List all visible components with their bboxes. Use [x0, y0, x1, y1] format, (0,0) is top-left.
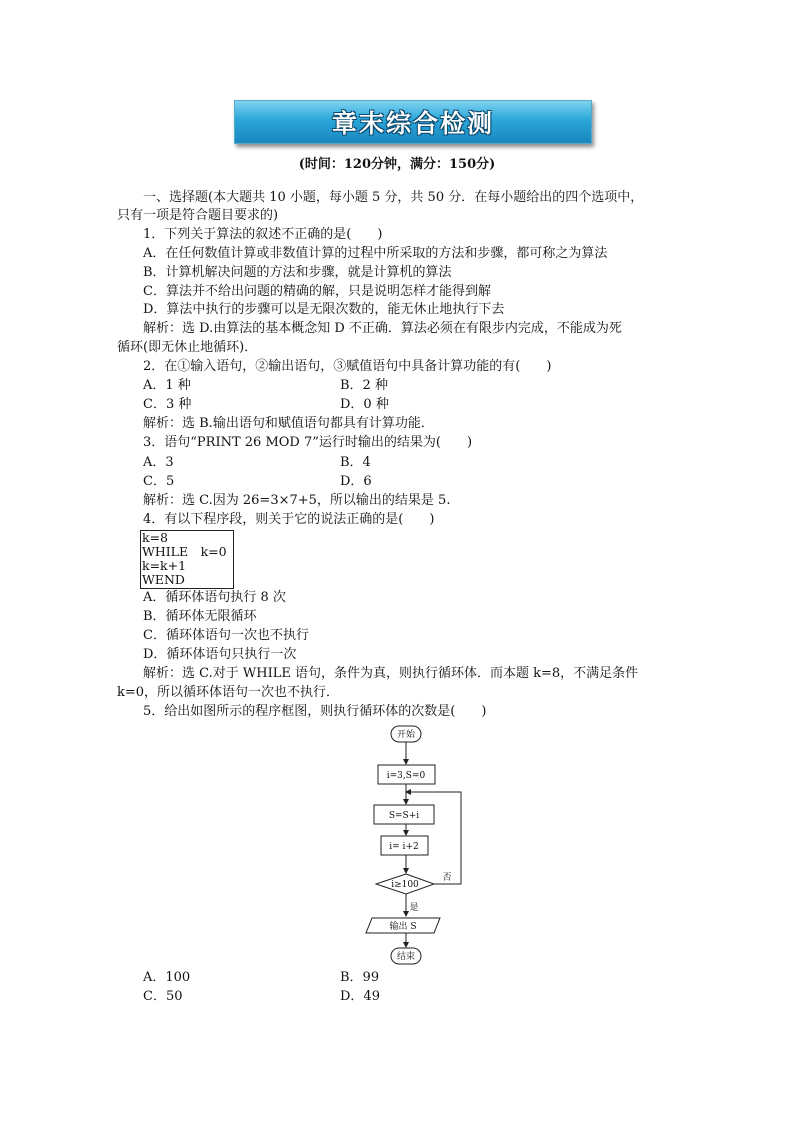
q2-option-a: A．1 种 — [143, 378, 191, 393]
q4-option-d: D．循环体语句只执行一次 — [143, 647, 297, 662]
flow-yes-label: 是 — [409, 903, 419, 913]
flow-condition-label: i≥100 — [391, 880, 419, 890]
program-code-box — [140, 530, 234, 589]
flow-no-label: 否 — [442, 873, 452, 883]
code-line: WHILE k=0 — [142, 544, 227, 559]
q5-option-c: C．50 — [143, 989, 183, 1004]
q2-analysis: 解析：选 B.输出语句和赋值语句都具有计算功能． — [143, 416, 434, 431]
q3-analysis: 解析：选 C.因为 26=3×7+5，所以输出的结果是 5. — [143, 493, 451, 508]
flow-sum-label: S=S+i — [388, 811, 420, 821]
q5-option-a: A．100 — [143, 970, 191, 985]
q4-option-b: B．循环体无限循环 — [143, 609, 257, 624]
page-title: 章末综合检测 — [331, 109, 494, 138]
q4-option-a: A．循环体语句执行 8 次 — [143, 590, 286, 605]
q3-option-a: A．3 — [143, 455, 174, 470]
code-line: k=8 — [142, 530, 169, 545]
q4-analysis-line1: 解析：选 C.对于 WHILE 语句，条件为真，则执行循环体．而本题 k=8，不满足条件 — [143, 666, 639, 681]
q3-stem: 3．语句“PRINT 26 MOD 7”运行时输出的结果为( ) — [143, 435, 473, 450]
q5-option-b: B．99 — [340, 970, 380, 985]
flow-end-label: 结束 — [396, 952, 416, 962]
flow-start-label: 开始 — [396, 730, 416, 740]
q2-option-c: C．3 种 — [143, 397, 192, 412]
flow-incr-label: i= i+2 — [389, 842, 419, 852]
section-intro-line2: 只有一项是符合题目要求的) — [117, 208, 279, 223]
q1-analysis-line1: 解析：选 D.由算法的基本概念知 D 不正确．算法必须在有限步内完成，不能成为死 — [143, 321, 622, 336]
q1-analysis-line2: 循环(即无休止地循环)． — [117, 340, 258, 355]
code-line: k=k+1 — [142, 558, 187, 573]
exam-time-info: (时间：120分钟，满分：150分) — [298, 157, 496, 172]
flowchart — [360, 722, 480, 970]
code-line: WEND — [142, 572, 185, 587]
q4-analysis-line2: k=0，所以循环体语句一次也不执行． — [117, 685, 340, 700]
q2-option-b: B．2 种 — [340, 378, 388, 393]
q3-option-c: C．5 — [143, 474, 175, 489]
q2-stem: 2．在①输入语句，②输出语句，③赋值语句中具备计算功能的有( ) — [143, 359, 552, 374]
q4-stem: 4．有以下程序段，则关于它的说法正确的是( ) — [143, 512, 435, 527]
q5-stem: 5．给出如图所示的程序框图，则执行循环体的次数是( ) — [143, 704, 487, 719]
flow-output-label: 输出 S — [389, 922, 417, 932]
q3-option-b: B．4 — [340, 455, 371, 470]
title-banner — [234, 100, 592, 144]
q2-option-d: D．0 种 — [340, 397, 389, 412]
q1-option-b: B．计算机解决问题的方法和步骤，就是计算机的算法 — [143, 265, 452, 280]
q5-option-d: D．49 — [340, 989, 380, 1004]
q1-option-c: C．算法并不给出问题的精确的解，只是说明怎样才能得到解 — [143, 284, 491, 299]
q1-option-a: A．在任何数值计算或非数值计算的过程中所采取的方法和步骤，都可称之为算法 — [143, 246, 608, 261]
section-intro-line1: 一、选择题(本大题共 10 小题，每小题 5 分，共 50 分．在每小题给出的四个选项中， — [143, 190, 644, 205]
flow-init-label: i=3,S=0 — [386, 771, 426, 781]
q3-option-d: D．6 — [340, 474, 372, 489]
q1-option-d: D．算法中执行的步骤可以是无限次数的，能无休止地执行下去 — [143, 302, 505, 317]
q4-option-c: C．循环体语句一次也不执行 — [143, 628, 309, 643]
q1-stem: 1．下列关于算法的叙述不正确的是( ) — [143, 227, 383, 242]
